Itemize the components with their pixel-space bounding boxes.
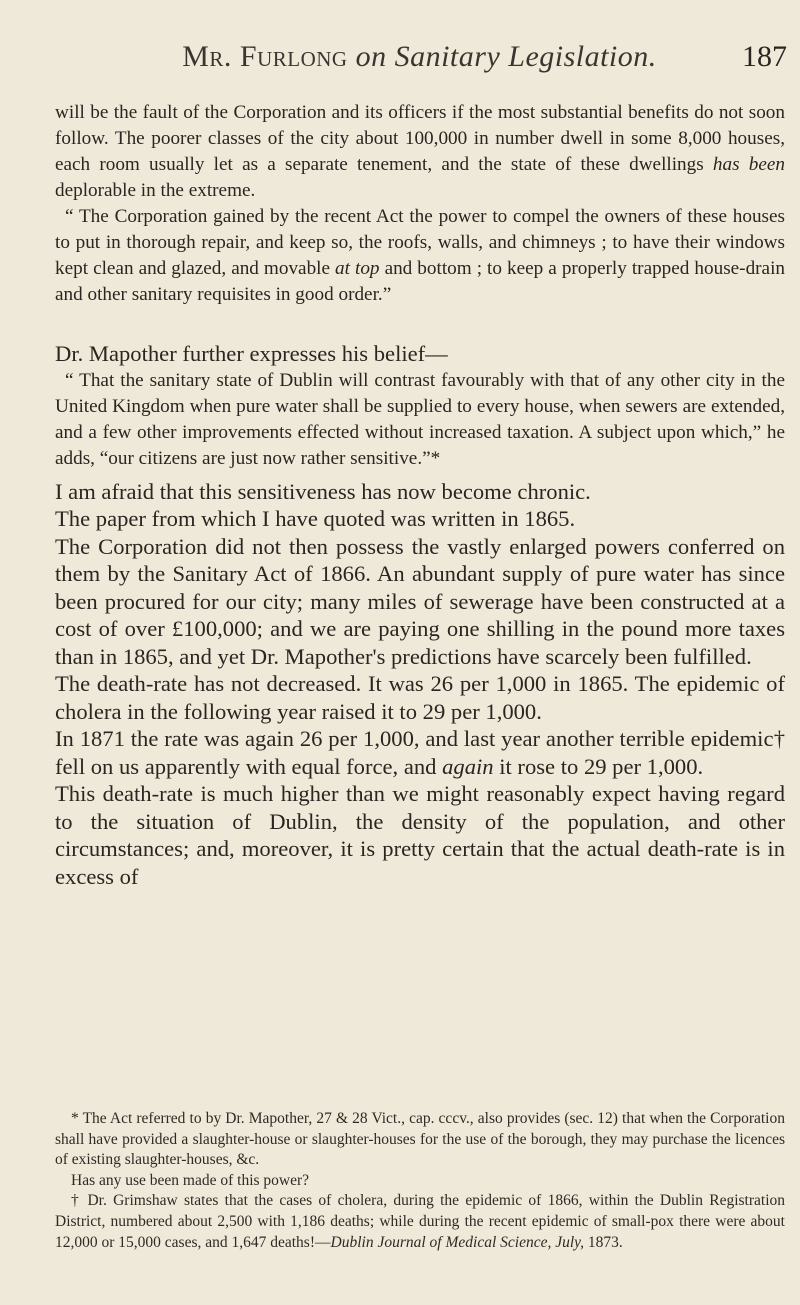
paragraph-death-rate: The death-rate has not decreased. It was 26 per 1,000 in 1865. The epidemic of cholera in the following year raised it to 29 per 1,000. <box>55 671 785 724</box>
text-run: “ The Corporation gained by the recent Act the power to compel the owners of these houses to put in thorough repair, and keep so, the roofs, walls, and chimneys ; to have their windows kept clean and glazed, and movable <box>55 206 785 279</box>
footnote-asterisk: * The Act referred to by Dr. Mapother, 27 & 28 Vict., cap. cccv., also provides (sec. 12) that when the Corporation shall have provided a slaughter-house or slaughter-houses for the use of the borough, they may purchase the licences of existing slaughter-houses, &c. <box>55 1110 785 1169</box>
text-run: and bottom ; to keep a properly trapped house-drain and other sanitary requisites in good order.” <box>55 258 785 305</box>
paragraph-higher-rate: This death-rate is much higher than we might reasonably expect having regard to the situation of Dublin, the density of the population, and other circumstances; and, moreover, it is pretty certain that the actual death-rate is in excess of <box>55 781 785 889</box>
text-run: In 1871 the rate was again 26 per 1,000, and last year another terrible epidemic† fell on us apparently with equal force, and <box>55 726 785 779</box>
belief-intro: Dr. Mapother further expresses his belief— <box>55 341 448 366</box>
text-run: 1873. <box>584 1233 623 1251</box>
footnotes <box>55 1109 785 1253</box>
footnote-dagger <box>55 1191 785 1253</box>
running-head-on: on <box>355 40 387 73</box>
text-run: † Dr. Grimshaw states that the cases of cholera, during the epidemic of 1866, within the Dublin Registration District, numbered about 2,500 with 1,186 deaths; while during the recent epidemic of small-pox there were about 12,000 or 15,000 cases, and 1,647 deaths!— <box>55 1192 785 1251</box>
quoted-passage <box>55 100 785 308</box>
italic-run: at top <box>335 258 380 279</box>
paragraph-sensitiveness: I am afraid that this sensitiveness has now become chronic. <box>55 478 591 504</box>
running-head-subject: Sanitary Legislation. <box>394 40 657 73</box>
text-run: it rose to 29 per 1,000. <box>493 753 704 779</box>
belief-quote: “ That the sanitary state of Dublin will contrast favourably with that of any other city in the United Kingdom when pure water shall be supplied to every house, when sewers are extended, and a few other improvements effected without increased taxation. A subject upon which,” he adds, “our citizens are just now rather sensitive.”* <box>55 369 785 469</box>
italic-run: has been <box>712 154 786 175</box>
quoted-paragraph-2 <box>55 204 785 308</box>
running-head <box>52 40 787 74</box>
paragraph-1865: The paper from which I have quoted was written in 1865. <box>55 506 576 531</box>
citation-title: Dublin Journal of Medical Science, July, <box>330 1233 585 1251</box>
running-head-title <box>52 40 787 74</box>
italic-run: again <box>442 753 494 779</box>
page-number: 187 <box>742 40 787 73</box>
text-run: will be the fault of the Corporation and its officers if the most substantial benefits do not soon follow. The poorer classes of the city about 100,000 in number dwell in some 8,000 houses, each room usually let as a separate tenement, and the state of these dwellings <box>55 102 785 175</box>
paragraph-corporation: The Corporation did not then possess the vastly enlarged powers conferred on them by the Sanitary Act of 1866. An abundant supply of pure water has since been procured for our city; many miles of sewerage have been constructed at a cost of over £100,000; and we are paying one shilling in the pound more taxes than in 1865, and yet Dr. Mapother's predictions have scarcely been fulfilled. <box>55 533 785 669</box>
text-run: deplorable in the extreme. <box>55 180 256 201</box>
running-head-author: Mr. Furlong <box>182 40 348 73</box>
paragraph-1871 <box>55 725 785 780</box>
main-text <box>55 340 785 890</box>
footnote-question: Has any use been made of this power? <box>71 1171 310 1189</box>
quoted-paragraph-1 <box>55 100 785 204</box>
